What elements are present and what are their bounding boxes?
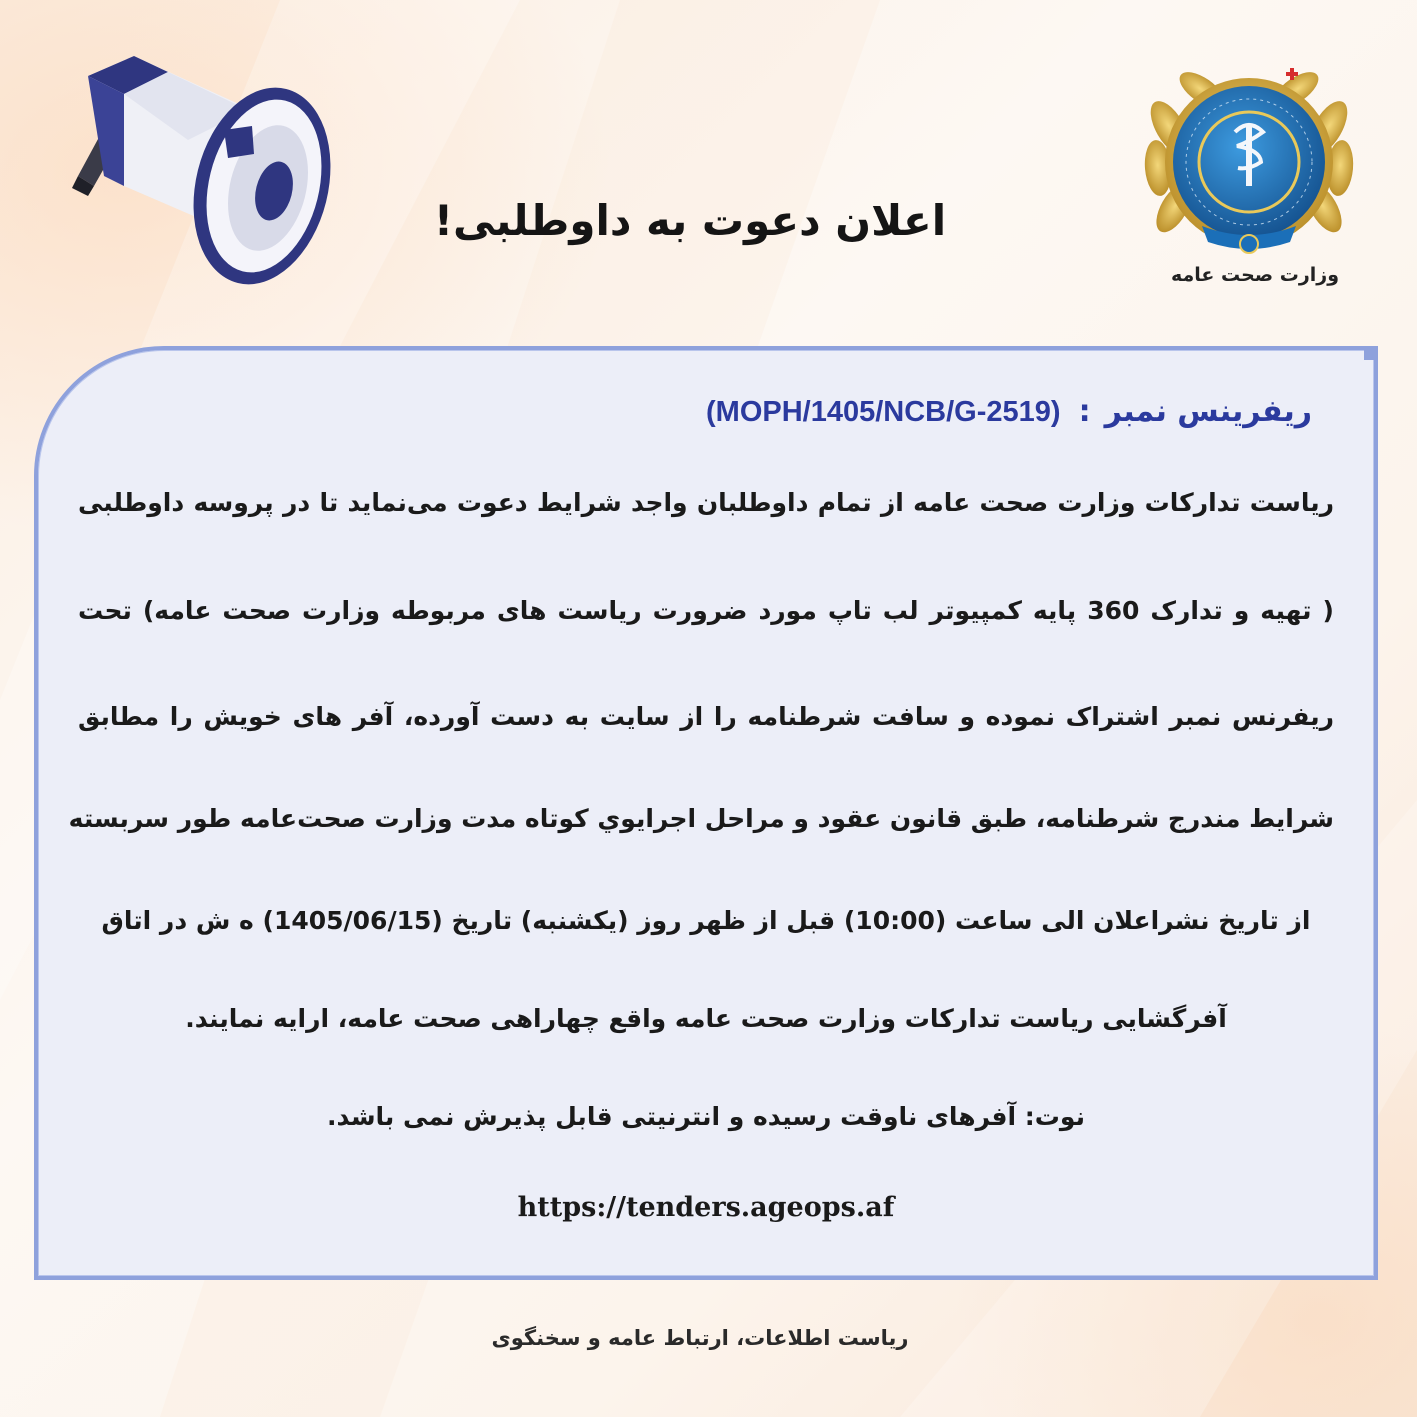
reference-number: (MOPH/1405/NCB/G-2519) xyxy=(706,396,1061,428)
notice-body-line: ریفرنس نمبر اشتراک نموده و سافت شرطنامه را از سایت به دست آورده، آفر های خویش را مطابق xyxy=(78,702,1334,731)
page-title: اعلان دعوت به داوطلبی! xyxy=(433,196,947,245)
notice-note: نوت: آفرهای ناوقت رسیده و انترنیتی قابل پذیرش نمی باشد. xyxy=(327,1102,1085,1131)
notice-body-line: ( تهیه و تدارک 360 پایه کمپیوتر لب تاپ مورد ضرورت ریاست های مربوطه وزارت صحت عامه) تحت xyxy=(78,596,1334,625)
reference-line xyxy=(706,394,1312,429)
footer-text: ریاست اطلاعات، ارتباط عامه و سخنگوی xyxy=(491,1326,909,1350)
website-link[interactable]: https://tenders.ageops.af xyxy=(517,1192,895,1223)
notice-body-line: ریاست تدارکات وزارت صحت عامه از تمام داوطلبان واجد شرایط دعوت می‌نماید تا در پروسه داوطلبی xyxy=(78,488,1334,517)
reference-label: ریفرینس نمبر xyxy=(1104,394,1312,429)
reference-colon: : xyxy=(1078,394,1091,429)
notice-body-line: آفرگشایی ریاست تدارکات وزارت صحت عامه واقع چهاراهی صحت عامه، ارایه نمایند. xyxy=(185,1004,1227,1033)
ministry-emblem-icon xyxy=(1140,58,1358,266)
notice-body-line: از تاریخ نشراعلان الی ساعت (10:00) قبل از ظهر روز (یکشنبه) تاریخ (1405/06/15) ه ش در اتاق xyxy=(101,906,1311,935)
megaphone-icon xyxy=(48,36,348,286)
notice-card xyxy=(34,346,1378,1280)
notice-body-line: شرایط مندرج شرطنامه، طبق قانون عقود و مراحل اجرایوي کوتاه مدت وزارت صحت‌عامه طور سربسته xyxy=(68,804,1334,833)
ministry-name: وزارت صحت عامه xyxy=(1170,264,1340,286)
